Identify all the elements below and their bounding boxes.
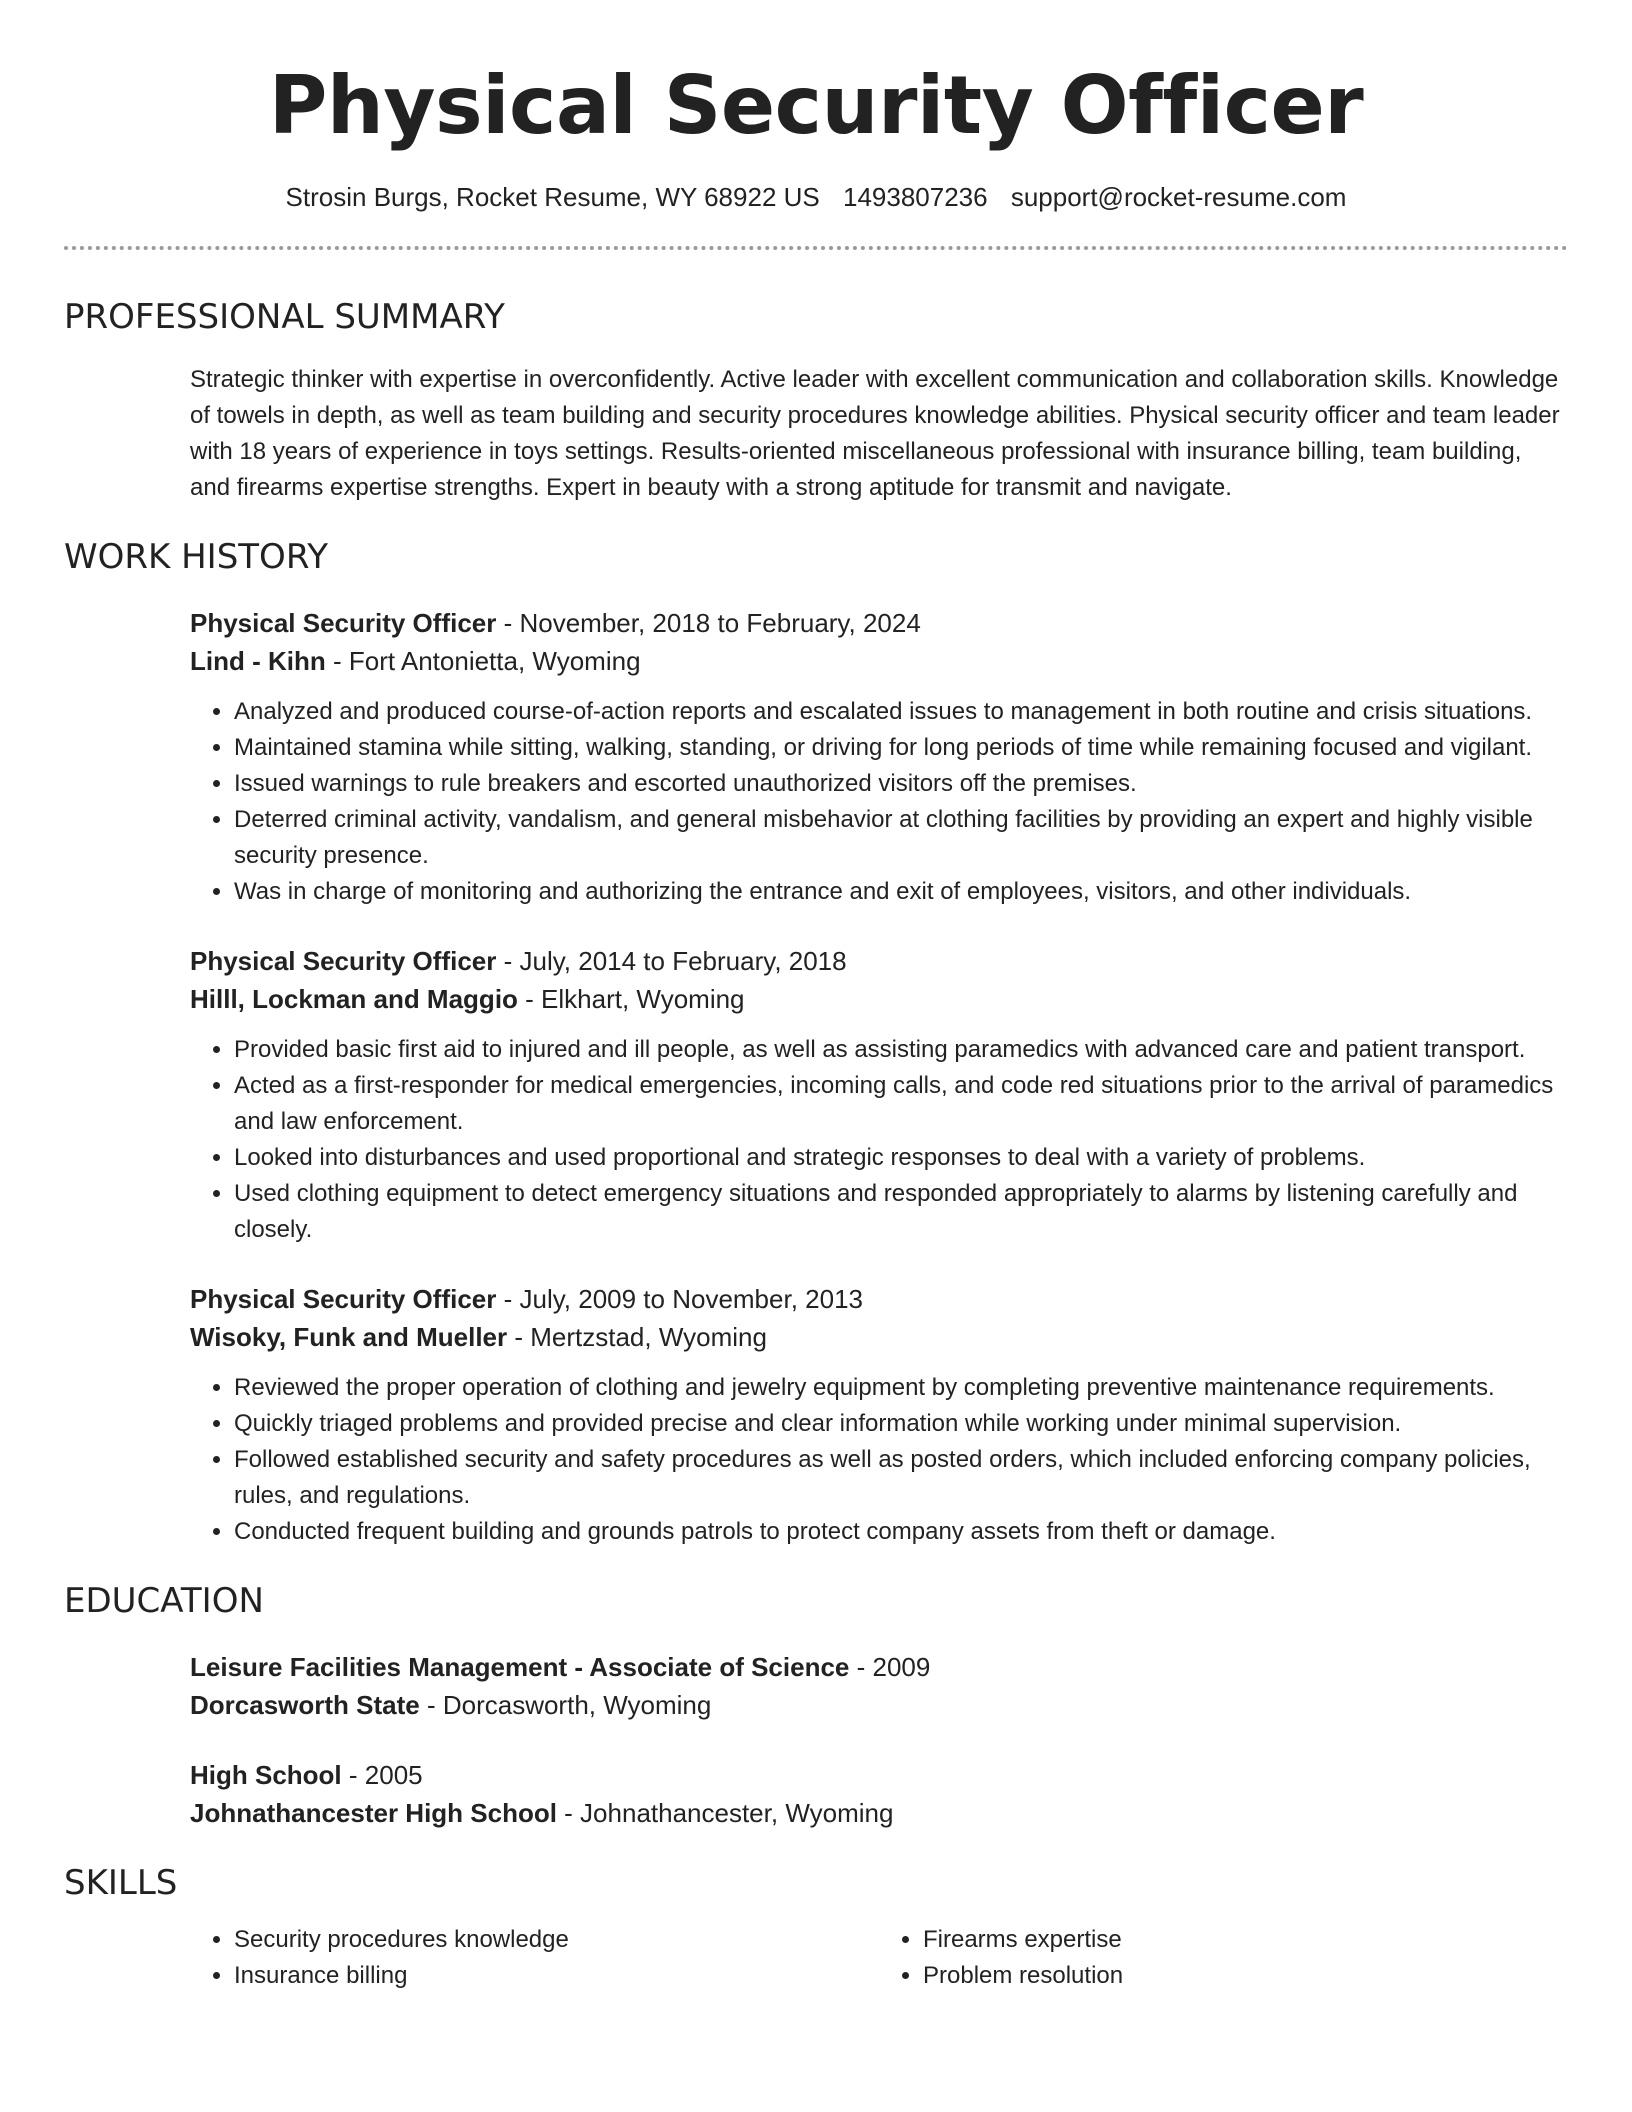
job-dates: - July, 2009 to November, 2013 [496,1284,863,1314]
job-role: Physical Security Officer [190,1284,497,1314]
job-bullets [190,1032,1568,1248]
job-title-line [190,942,1568,980]
job-bullet: • Looked into disturbances and used proportional and strategic responses to deal with a variety of problems. [234,1140,1568,1176]
job-bullet: • Was in charge of monitoring and authorizing the entrance and exit of employees, visitors, and other individuals. [234,874,1568,910]
education-school-line [190,1794,1568,1832]
job-bullet: • Quickly triaged problems and provided precise and clear information while working under minimal supervision. [234,1406,1568,1442]
education-school: Dorcasworth State [190,1690,420,1720]
job-bullets [190,694,1568,910]
job-role: Physical Security Officer [190,946,497,976]
resume-name: Physical Security Officer [268,59,1364,152]
summary-heading: PROFESSIONAL SUMMARY [64,297,505,337]
job-title-line [190,1280,1568,1318]
skill-item: • Firearms expertise [923,1922,1568,1958]
job-entry [190,1280,1568,1550]
job-bullet: • Deterred criminal activity, vandalism, and general misbehavior at clothing facilities by providing an expert and highly visible security presence. [234,802,1568,874]
job-dates: - November, 2018 to February, 2024 [496,608,921,638]
job-entry [190,942,1568,1248]
job-company-line [190,980,1568,1018]
job-bullet: • Acted as a first-responder for medical emergencies, incoming calls, and code red situations prior to the arrival of paramedics and law enforcement. [234,1068,1568,1140]
contact-phone: 1493807236 [842,182,988,212]
education-school-line [190,1686,1568,1724]
job-bullet: • Analyzed and produced course-of-action reports and escalated issues to management in both routine and crisis situations. [234,694,1568,730]
education-year: - 2005 [341,1760,423,1790]
skill-item: • Security procedures knowledge [234,1922,879,1958]
job-company-line [190,642,1568,680]
education-location: - Johnathancester, Wyoming [556,1798,894,1828]
education-degree: Leisure Facilities Management - Associate of Science [190,1652,850,1682]
skills-heading: SKILLS [64,1863,178,1903]
job-bullets [190,1370,1568,1550]
header-divider [64,246,1568,250]
job-bullet: • Reviewed the proper operation of clothing and jewelry equipment by completing preventive maintenance requirements. [234,1370,1568,1406]
contact-address: Strosin Burgs, Rocket Resume, WY 68922 US [285,182,820,212]
job-role: Physical Security Officer [190,608,497,638]
contact-email: support@rocket-resume.com [1010,182,1347,212]
education-location: - Dorcasworth, Wyoming [419,1690,712,1720]
job-location: - Mertzstad, Wyoming [507,1322,767,1352]
job-title-line [190,604,1568,642]
skill-item: • Insurance billing [234,1958,879,1994]
education-year: - 2009 [849,1652,931,1682]
job-bullet: • Conducted frequent building and grounds patrols to protect company assets from theft or damage. [234,1514,1568,1550]
job-location: - Elkhart, Wyoming [517,984,745,1014]
job-bullet: • Issued warnings to rule breakers and escorted unauthorized visitors off the premises. [234,766,1568,802]
skills-column-left [190,1922,879,1994]
job-bullet: • Maintained stamina while sitting, walking, standing, or driving for long periods of time while remaining focused and vigilant. [234,730,1568,766]
work-history-heading: WORK HISTORY [64,537,329,577]
job-company: Lind - Kihn [190,646,326,676]
job-bullet: • Provided basic first aid to injured and ill people, as well as assisting paramedics with advanced care and patient transport. [234,1032,1568,1068]
education-entry [190,1756,1568,1832]
job-bullet: • Used clothing equipment to detect emergency situations and responded appropriately to alarms by listening carefully and closely. [234,1176,1568,1248]
job-dates: - July, 2014 to February, 2018 [496,946,847,976]
job-bullet: • Followed established security and safety procedures as well as posted orders, which included enforcing company policies, rules, and regulations. [234,1442,1568,1514]
job-company-line [190,1318,1568,1356]
education-heading: EDUCATION [64,1581,264,1621]
education-degree-line [190,1756,1568,1794]
job-entry [190,604,1568,910]
education-degree-line [190,1648,1568,1686]
education-school: Johnathancester High School [190,1798,557,1828]
contact-line [64,180,1568,214]
education-degree: High School [190,1760,342,1790]
education-entry [190,1648,1568,1724]
job-company: Wisoky, Funk and Mueller [190,1322,508,1352]
job-company: Hilll, Lockman and Maggio [190,984,518,1014]
skills-list [190,1922,1568,1994]
skill-item: • Problem resolution [923,1958,1568,1994]
summary-text: Strategic thinker with expertise in overconfidently. Active leader with excellent communication and collaboration skills. Knowledge of towels in depth, as well as team building and security procedures knowledge abilities. Physical security officer and team leader with 18 years of experience in toys settings. Results-oriented miscellaneous professional with insurance billing, team building, and firearms expertise strengths. Expert in beauty with a strong aptitude for transmit and navigate. [190,366,1560,501]
skills-column-right [879,1922,1568,1994]
job-location: - Fort Antonietta, Wyoming [325,646,641,676]
